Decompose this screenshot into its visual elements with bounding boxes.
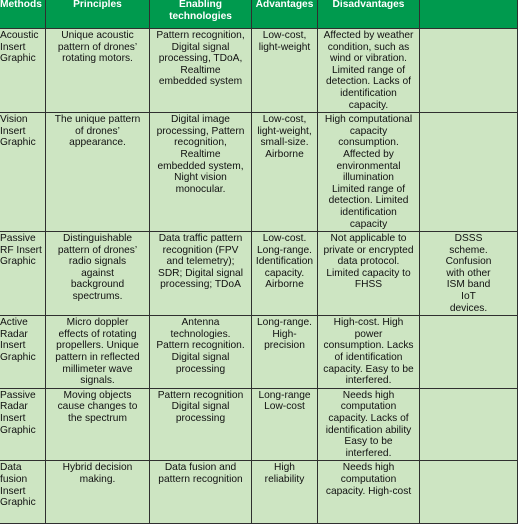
- cell-extra: [420, 113, 518, 232]
- table-row: [0, 29, 518, 113]
- cell-principles: Unique acoustic pattern of drones’ rotating motors.: [46, 29, 150, 113]
- cell-technologies: Pattern recognition Digital signal processing: [150, 388, 252, 461]
- cell-advantages: Low-cost. Long-range. Identification capacity. Airborne: [252, 232, 318, 316]
- table-row: [0, 113, 518, 232]
- header-disadvantages: Disadvantages: [318, 0, 420, 29]
- cell-technologies: Data traffic pattern recognition (FPV and telemetry); SDR; Digital signal processing; TDoA: [150, 232, 252, 316]
- cell-principles: The unique pattern of drones’ appearance.: [46, 113, 150, 232]
- cell-method: Acoustic Insert Graphic: [0, 29, 46, 113]
- cell-technologies: Digital image processing, Pattern recognition, Realtime embedded system, Night vision monocular.: [150, 113, 252, 232]
- table-row: [0, 232, 518, 316]
- header-principles: Principles: [46, 0, 150, 29]
- cell-technologies: Data fusion and pattern recognition: [150, 461, 252, 524]
- cell-method: Passive Radar Insert Graphic: [0, 388, 46, 461]
- table-row: [0, 461, 518, 524]
- header-methods: Methods: [0, 0, 46, 29]
- cell-method: Data fusion Insert Graphic: [0, 461, 46, 524]
- cell-disadvantages: High computational capacity consumption. Affected by environmental illumination Limited range of detection. Limited identification capacity: [318, 113, 420, 232]
- cell-disadvantages: Needs high computation capacity. High-cost: [318, 461, 420, 524]
- cell-method: Vision Insert Graphic: [0, 113, 46, 232]
- cell-extra: [420, 388, 518, 461]
- cell-disadvantages: High-cost. High power consumption. Lacks of identification capacity. Easy to be interfered.: [318, 316, 420, 389]
- cell-advantages: Long-range. High- precision: [252, 316, 318, 389]
- cell-extra: DSSS scheme. Confusion with other ISM band IoT devices.: [420, 232, 518, 316]
- cell-technologies: Antenna technologies. Pattern recognition. Digital signal processing: [150, 316, 252, 389]
- cell-advantages: Low-cost, light-weight: [252, 29, 318, 113]
- cell-principles: Micro doppler effects of rotating propellers. Unique pattern in reflected millimeter wave signals.: [46, 316, 150, 389]
- cell-advantages: High reliability: [252, 461, 318, 524]
- header-technologies: Enabling technologies: [150, 0, 252, 29]
- cell-principles: Distinguishable pattern of drones’ radio signals against background spectrums.: [46, 232, 150, 316]
- cell-advantages: Long-range Low-cost: [252, 388, 318, 461]
- cell-extra: [420, 316, 518, 389]
- header-advantages: Advantages: [252, 0, 318, 29]
- cell-disadvantages: Not applicable to private or encrypted data protocol. Limited capacity to FHSS: [318, 232, 420, 316]
- cell-principles: Moving objects cause changes to the spectrum: [46, 388, 150, 461]
- cell-method: Active Radar Insert Graphic: [0, 316, 46, 389]
- table-row: [0, 388, 518, 461]
- cell-disadvantages: Affected by weather condition, such as wind or vibration. Limited range of detection. Lacks of identification capacity.: [318, 29, 420, 113]
- header-extra: [420, 0, 518, 29]
- cell-principles: Hybrid decision making.: [46, 461, 150, 524]
- cell-disadvantages: Needs high computation capacity. Lacks of identification ability Easy to be interfered.: [318, 388, 420, 461]
- cell-technologies: Pattern recognition, Digital signal processing, TDoA, Realtime embedded system: [150, 29, 252, 113]
- cell-method: Passive RF Insert Graphic: [0, 232, 46, 316]
- table-row: [0, 316, 518, 389]
- cell-extra: [420, 461, 518, 524]
- cell-advantages: Low-cost, light-weight, small-size. Airborne: [252, 113, 318, 232]
- cell-extra: [420, 29, 518, 113]
- header-row: [0, 0, 518, 29]
